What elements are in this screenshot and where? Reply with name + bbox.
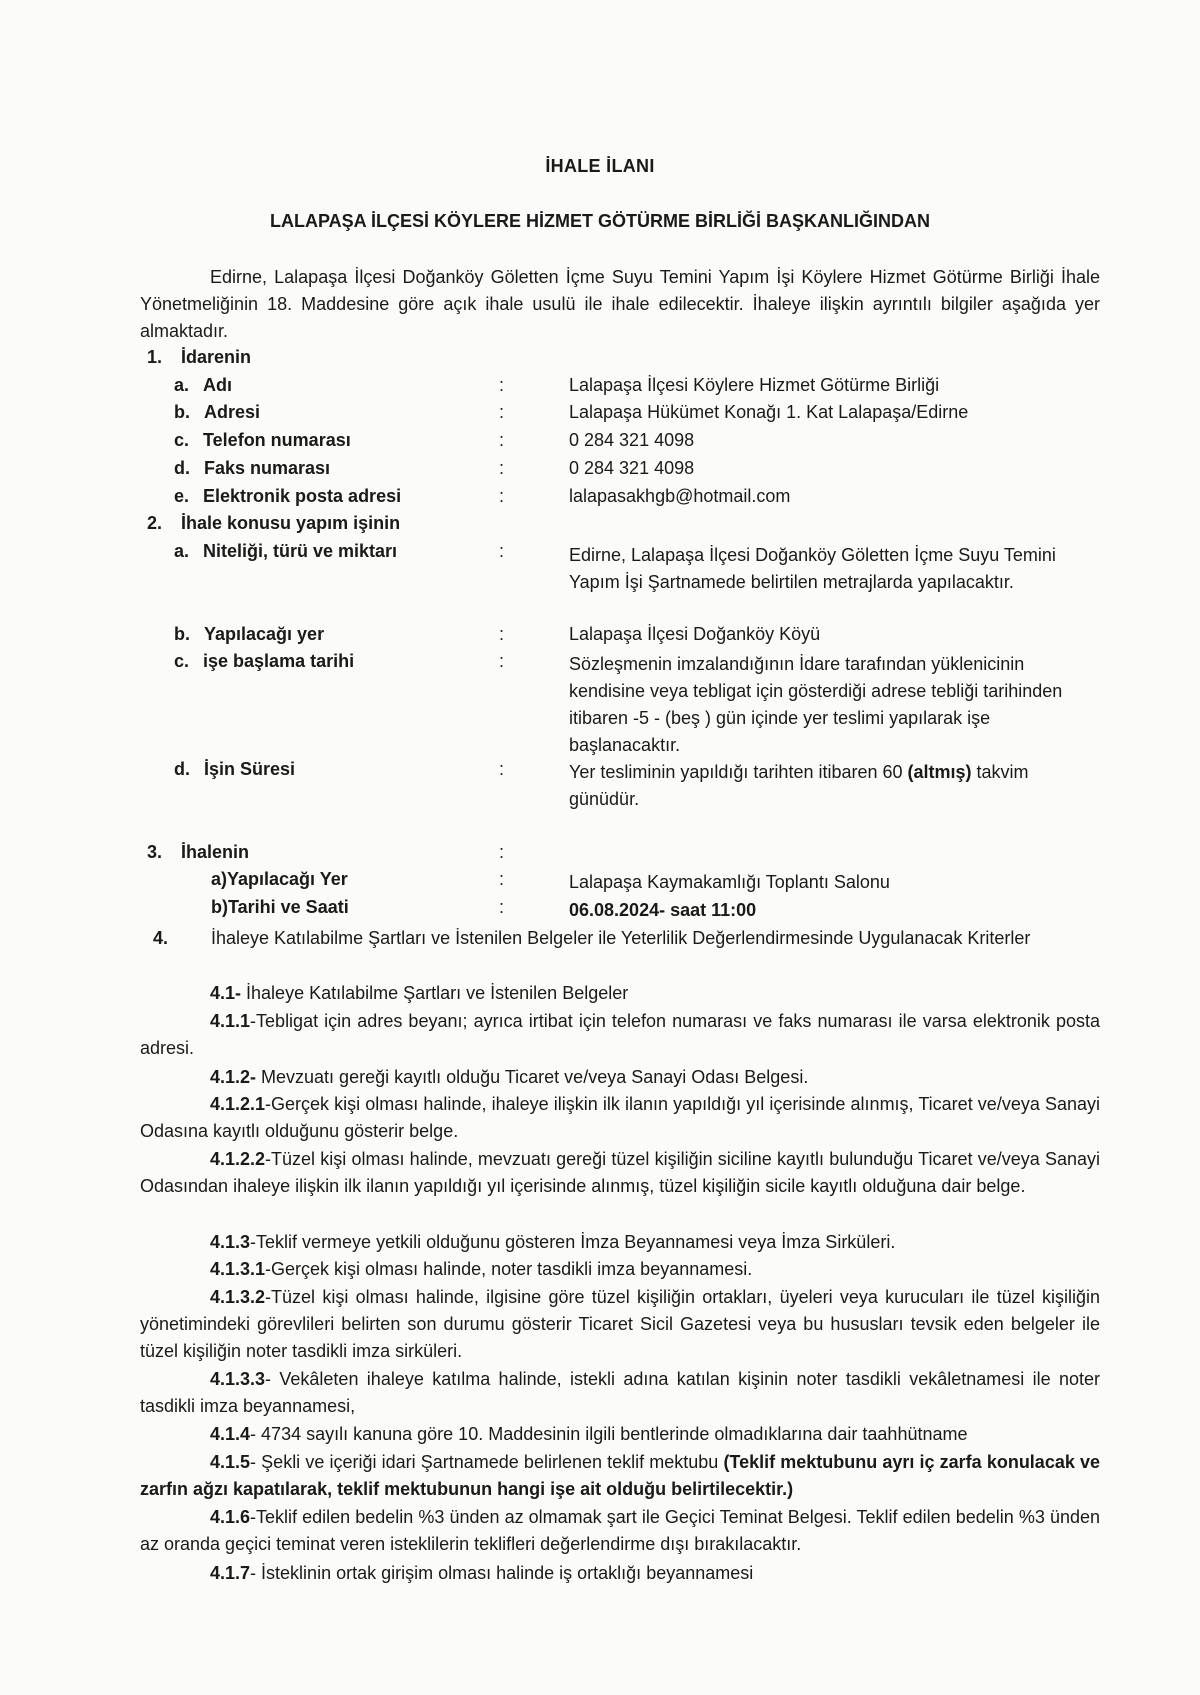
clause-number: 4.1- xyxy=(210,983,242,1003)
item-value: Lalapaşa Hükümet Konağı 1. Kat Lalapaşa/Edirne xyxy=(569,402,969,422)
item-value xyxy=(569,759,1049,813)
item-label: Adı xyxy=(203,375,233,395)
clause-4-1-3-2 xyxy=(140,1284,1100,1365)
item-value: Lalapaşa İlçesi Köylere Hizmet Götürme Birliği xyxy=(569,375,940,395)
item-value: 0 284 321 4098 xyxy=(569,430,695,450)
document-title: İHALE İLANI xyxy=(545,156,655,176)
clause-text: - Vekâleten ihaleye katılma halinde, istekli adına katılan kişinin noter tasdikli vekâletnamesi ile noter tasdikli imza beyannamesi, xyxy=(140,1369,1100,1416)
item-label: Yapılacağı yer xyxy=(204,624,325,644)
section-number: 1. xyxy=(147,347,163,367)
item-letter: c. xyxy=(174,430,190,450)
item-2c xyxy=(174,648,354,675)
section-3-heading xyxy=(147,839,249,866)
clause-text: -Gerçek kişi olması halinde, noter tasdikli imza beyannamesi. xyxy=(265,1259,753,1279)
colon: : xyxy=(499,842,505,862)
clause-text: İhaleye Katılabilme Şartları ve İstenilen Belgeler xyxy=(241,983,629,1003)
colon: : xyxy=(499,458,505,478)
section-number: 4. xyxy=(153,928,169,948)
value-bold: (altmış) xyxy=(907,762,972,782)
colon: : xyxy=(499,430,505,450)
item-label: b)Tarihi ve Saati xyxy=(211,897,349,917)
item-letter: b. xyxy=(174,624,190,644)
section-4-title: İhaleye Katılabilme Şartları ve İstenilen Belgeler ile Yeterlilik Değerlendirmesinde Uygulanacak Kriterler xyxy=(211,928,1031,948)
item-label: Telefon numarası xyxy=(203,430,351,450)
section-number: 2. xyxy=(147,513,163,533)
section-1-heading xyxy=(147,344,251,371)
clause-4-1-2 xyxy=(140,1064,1100,1091)
item-letter: c. xyxy=(174,651,190,671)
clause-number: 4.1.2.1 xyxy=(210,1094,266,1114)
section-number: 3. xyxy=(147,842,163,862)
clause-4-1-1 xyxy=(140,1008,1100,1062)
item-letter: a. xyxy=(174,541,190,561)
clause-text: -Gerçek kişi olması halinde, ihaleye ilişkin ilk ilanın yapıldığı yıl içerisinde alınmış, Ticaret ve/veya Sanayi Odasına kayıtlı olduğunu gösterir belge. xyxy=(140,1094,1100,1141)
item-value: lalapasakhgb@hotmail.com xyxy=(569,486,791,506)
clause-text: -Tüzel kişi olması halinde, ilgisine göre tüzel kişiliğin ortakları, üyeleri veya kurucuları ile tüzel kişiliğin yönetimindeki görevlileri belirten son durumu gösterir Ticaret Sicil Gazetesi veya bu hususları tevsik eden belgeler ile tüzel kişiliğin noter tasdikli imza sirküleri. xyxy=(140,1287,1100,1361)
item-2b xyxy=(174,621,324,648)
colon: : xyxy=(499,541,505,561)
item-value: Sözleşmenin imzalandığının İdare tarafından yüklenicinin kendisine veya tebligat için gösterdiği adrese tebliği tarihinden itibaren -5 - (beş ) gün içinde yer teslimi yapılarak işe başlanacaktır. xyxy=(569,654,1063,755)
clause-number: 4.1.2- xyxy=(210,1067,257,1087)
clause-text: -Teklif edilen bedelin %3 ünden az olmamak şart ile Geçici Teminat Belgesi. Teklif edilen bedelin %3 ünden az oranda geçici teminat veren isteklilerin teklifleri değerlendirme dışı bırakılacaktır. xyxy=(140,1507,1100,1554)
clause-4-1 xyxy=(140,980,1100,1007)
item-letter: d. xyxy=(174,458,190,478)
colon: : xyxy=(499,759,505,779)
clause-number: 4.1.3 xyxy=(210,1232,251,1252)
clause-number: 4.1.2.2 xyxy=(210,1149,266,1169)
colon: : xyxy=(499,486,505,506)
item-label: İşin Süresi xyxy=(204,759,296,779)
item-letter: b. xyxy=(174,402,190,422)
clause-4-1-7 xyxy=(140,1560,1100,1587)
item-3b xyxy=(211,894,349,921)
item-label: Niteliği, türü ve miktarı xyxy=(203,541,398,561)
colon: : xyxy=(499,651,505,671)
clause-bold-text: (Teklif mektubunu ayrı iç zarfa konulacak ve zarfın ağzı kapatılarak, teklif mektubunun hangi işe ait olduğu belirtilecektir.) xyxy=(140,1452,1101,1499)
item-value: Edirne, Lalapaşa İlçesi Doğanköy Göletten İçme Suyu Temini Yapım İşi Şartnamede belirtilen metrajlarda yapılacaktır. xyxy=(569,545,1056,592)
item-label: Adresi xyxy=(204,402,261,422)
clause-text: -Tebligat için adres beyanı; ayrıca irtibat için telefon numarası ve faks numarası ile varsa elektronik posta adresi. xyxy=(140,1011,1100,1058)
colon: : xyxy=(499,375,505,395)
clause-4-1-4 xyxy=(140,1421,1100,1448)
clause-text: - Şekli ve içeriği idari Şartnamede belirlenen teklif mektubu xyxy=(250,1452,724,1472)
clause-4-1-2-1 xyxy=(140,1091,1100,1145)
value-text: takvim günüdür. xyxy=(569,762,1029,809)
intro-text: Edirne, Lalapaşa İlçesi Doğanköy Göletten İçme Suyu Temini Yapım İşi Köylere Hizmet Götürme Birliği İhale Yönetmeliğinin 18. Maddesine göre açık ihale usulü ile ihale edilecektir. İhaleye ilişkin ayrıntılı bilgiler aşağıda yer almaktadır. xyxy=(140,267,1100,341)
item-value: Lalapaşa Kaymakamlığı Toplantı Salonu xyxy=(569,872,890,892)
value-text: Yer tesliminin yapıldığı tarihten itibaren 60 xyxy=(569,762,908,782)
item-value: 0 284 321 4098 xyxy=(569,458,695,478)
clause-number: 4.1.1 xyxy=(210,1011,251,1031)
clause-number: 4.1.5 xyxy=(210,1452,251,1472)
clause-text: -Teklif vermeye yetkili olduğunu gösteren İmza Beyannamesi veya İmza Sirküleri. xyxy=(250,1232,896,1252)
clause-text: -Tüzel kişi olması halinde, mevzuatı gereği tüzel kişiliğin siciline kayıtlı bulunduğu Ticaret ve/veya Sanayi Odasından ihaleye ilişkin ilk ilanın yapıldığı yıl içerisinde alınmış, tüzel kişiliğin sicile kayıtlı olduğuna dair belge. xyxy=(140,1149,1100,1196)
section-title: İhale konusu yapım işinin xyxy=(181,513,401,533)
clause-number: 4.1.3.1 xyxy=(210,1259,266,1279)
section-title: İdarenin xyxy=(181,347,252,367)
item-label: a)Yapılacağı Yer xyxy=(211,869,348,889)
item-label: Elektronik posta adresi xyxy=(203,486,402,506)
clause-number: 4.1.7 xyxy=(210,1563,251,1583)
clause-4-1-3 xyxy=(140,1229,1100,1256)
clause-text: - İsteklinin ortak girişim olması halinde iş ortaklığı beyannamesi xyxy=(250,1563,754,1583)
clause-number: 4.1.3.3 xyxy=(210,1369,266,1389)
clause-4-1-5 xyxy=(140,1449,1100,1503)
colon: : xyxy=(499,897,505,917)
document-subtitle: LALAPAŞA İLÇESİ KÖYLERE HİZMET GÖTÜRME BİRLİĞİ BAŞKANLIĞINDAN xyxy=(270,211,930,231)
clause-4-1-2-2 xyxy=(140,1146,1100,1200)
clause-4-1-6 xyxy=(140,1504,1100,1558)
item-value: 06.08.2024- saat 11:00 xyxy=(569,900,757,920)
section-4-number xyxy=(153,925,168,952)
item-1c xyxy=(174,427,351,454)
clause-number: 4.1.3.2 xyxy=(210,1287,266,1307)
item-1e xyxy=(174,483,401,510)
item-letter: e. xyxy=(174,486,190,506)
clause-4-1-3-1 xyxy=(140,1256,1100,1283)
section-2-heading xyxy=(147,510,400,537)
colon: : xyxy=(499,624,505,644)
item-label: Faks numarası xyxy=(204,458,331,478)
clause-4-1-3-3 xyxy=(140,1366,1100,1420)
item-value: Lalapaşa İlçesi Doğanköy Köyü xyxy=(569,624,821,644)
clause-number: 4.1.6 xyxy=(210,1507,251,1527)
clause-number: 4.1.4 xyxy=(210,1424,251,1444)
item-1a xyxy=(174,372,232,399)
colon: : xyxy=(499,402,505,422)
item-1d xyxy=(174,455,330,482)
item-1b xyxy=(174,399,260,426)
item-2a xyxy=(174,538,397,565)
intro-paragraph xyxy=(140,264,1100,345)
clause-text: Mevzuatı gereği kayıtlı olduğu Ticaret ve/veya Sanayi Odası Belgesi. xyxy=(256,1067,809,1087)
item-letter: d. xyxy=(174,759,190,779)
section-title: İhalenin xyxy=(181,842,250,862)
clause-text: - 4734 sayılı kanuna göre 10. Maddesinin ilgili bentlerinde olmadıklarına dair taahhütname xyxy=(250,1424,968,1444)
item-label: işe başlama tarihi xyxy=(203,651,355,671)
item-3a xyxy=(211,866,348,893)
item-letter: a. xyxy=(174,375,190,395)
colon: : xyxy=(499,869,505,889)
item-2d xyxy=(174,756,295,783)
